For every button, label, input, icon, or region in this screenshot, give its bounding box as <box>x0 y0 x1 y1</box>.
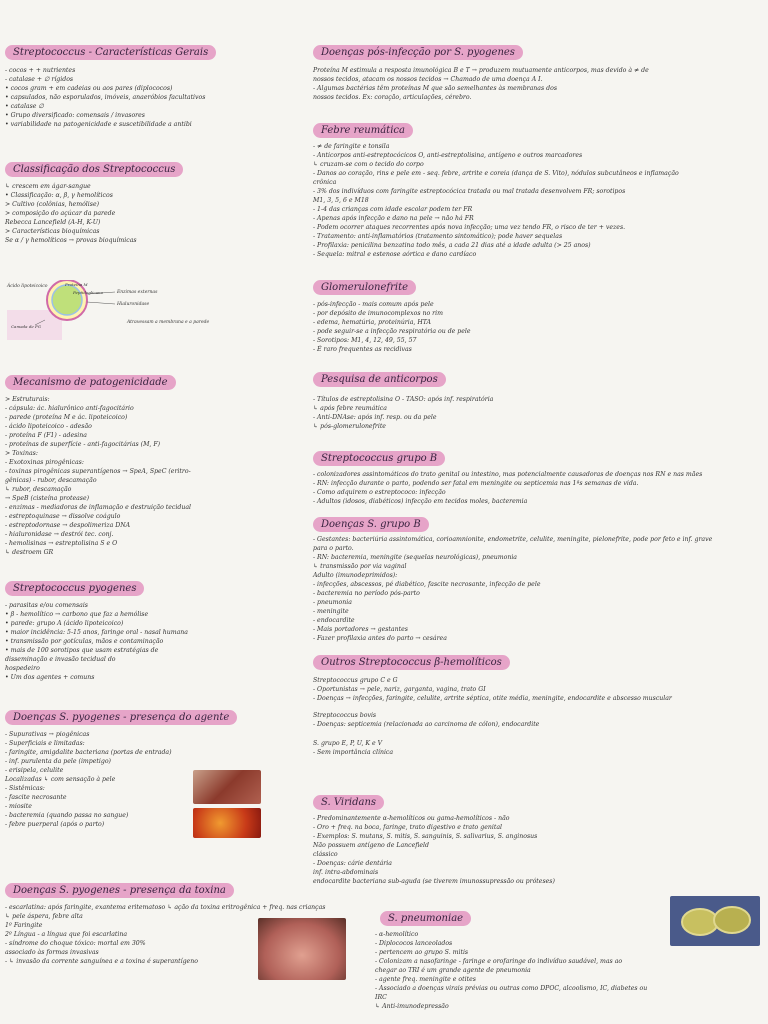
note-line: - Podem ocorrer ataques recorrentes após nova infecção; uma vez tendo FR, o risco de ter + vezes. <box>313 224 626 231</box>
note-line: 2º Língua - a língua que foi escarlatina <box>5 931 128 938</box>
note-line: S. grupo E, P, U, K e V <box>313 740 383 747</box>
note-line: - Exemplos: S. mutans, S. mitis, S. sanguinis, S. salivarius, S. anginosus <box>313 833 538 840</box>
section-title: Doenças S. grupo B <box>313 517 429 532</box>
diagram-label: Enzimas externas <box>117 290 158 295</box>
note-line: - Oro + freq. na boca, faringe, trato digestivo e trato genital <box>313 824 502 831</box>
note-line: - fascite necrosante <box>5 794 67 801</box>
note-line: - síndrome do choque tóxico: mortal em 30% <box>5 940 146 947</box>
note-line: - bacteremia no período pós-parto <box>313 590 420 597</box>
note-line: - ↳ invasão da corrente sanguínea e a toxina é superantígeno <box>5 958 198 965</box>
note-line: - parede (proteína M e ác. lipoteicoico) <box>5 414 128 421</box>
note-line: • variabilidade na patogenicidade e suscetibilidade a antibi <box>5 121 192 128</box>
note-line: Localizadas ↳ com sensação à pele <box>5 776 116 783</box>
note-line: ↳ Anti-imunodepressão <box>375 1003 449 1010</box>
note-line: • maior incidência: 5-15 anos, faringe oral - nasal humana <box>5 629 188 636</box>
note-line: - 1-4 das crianças com idade escolar podem ter FR <box>313 206 473 213</box>
note-line: - Supurativas → piogênicas <box>5 731 90 738</box>
section-title: S. Viridans <box>313 795 384 810</box>
note-line: gênicas) - rubor, descamação <box>5 477 97 484</box>
section-outros-beta <box>313 650 672 757</box>
note-line: - Superficiais e limitadas: <box>5 740 85 747</box>
note-line: - Doenças: cárie dentária <box>313 860 392 867</box>
note-line: • transmissão por gotículas, mãos e contaminação <box>5 638 164 645</box>
note-line: • mais de 100 sorotipos que usam estratégias de <box>5 647 159 654</box>
note-line: inf. intra-abdominais <box>313 869 379 876</box>
note-line: - Danos ao coração, rins e pele em - seq. febre, artrite e coreia (dança de S. Vito), nódulos subcutâneos e inflamação <box>313 170 679 177</box>
note-line: Se α / γ hemolíticos → provas bioquímicas <box>5 237 137 244</box>
scarlet-fever-face-photo <box>258 918 346 980</box>
diagram-label: Proteína M <box>65 282 88 287</box>
note-line: Streptococcus grupo C e G <box>313 677 398 684</box>
section-title: Streptococcus grupo B <box>313 451 445 466</box>
note-line: - Sistêmicas: <box>5 785 45 792</box>
note-line: • catalase ∅ <box>5 103 44 110</box>
note-line: ↳ rubor, descamação <box>5 486 72 493</box>
section-title: S. pneumoniae <box>380 911 471 926</box>
note-line: - pneumonia <box>313 599 352 606</box>
note-line: ↳ após febre reumática <box>313 405 387 412</box>
note-line: - pós-infecção - mais comum após pele <box>313 301 434 308</box>
note-line: • parede: grupo A (ácido lipoteicoico) <box>5 620 124 627</box>
note-line: - proteína F (F1) - adesina <box>5 432 87 439</box>
section-title: Doenças S. pyogenes - presença da toxina <box>5 883 234 898</box>
note-line: - faringite, amigdalite bacteriana (portas de entrada) <box>5 749 172 756</box>
note-line: - Sorotipos: M1, 4, 12, 49, 55, 57 <box>313 337 417 344</box>
section-glomerulonefrite <box>313 275 471 354</box>
note-line: nossos tecidos. Ex: coração, articulações, cérebro. <box>313 94 472 101</box>
note-line: - Fazer profilaxia antes do parto → cesárea <box>313 635 447 642</box>
diagram-label: Ácido lipoteicoico <box>7 284 48 289</box>
note-line: ↳ pós-glomerulonefrite <box>313 423 386 430</box>
section-viridans <box>313 790 555 886</box>
note-line: ↳ destroem GR <box>5 549 54 556</box>
note-line: > Estruturais: <box>5 396 50 403</box>
cell-wall-diagram <box>5 280 245 345</box>
note-line: - Oportunistas → pele, nariz, garganta, vagina, trato GI <box>313 686 486 693</box>
note-line: - cápsula: ác. hialurônico anti-fagocitário <box>5 405 134 412</box>
note-line: - colonizadores assintomáticos do trato genital ou intestino, mas potencialmente causadoras de doenças nos RN e nas mães <box>313 471 703 478</box>
section-title: Pesquisa de anticorpos <box>313 372 446 387</box>
note-line: - Profilaxia: penicilina benzatina todo mês, a cada 21 dias até a idade adulta (> 25 anos) <box>313 242 591 249</box>
note-line: - Anti-DNAse: após inf. resp. ou da pele <box>313 414 437 421</box>
note-line: > Cultivo (colônias, hemólise) <box>5 201 100 208</box>
section-title: Glomerulonefrite <box>313 280 416 295</box>
note-line: - escarlatina: após faringite, exantema eritematoso ↳ ação da toxina eritrogênica + freq. nas crianças <box>5 904 326 911</box>
note-line: M1, 3, 5, 6 e M18 <box>313 197 369 204</box>
section-pos-infeccao <box>313 40 649 102</box>
note-line: - É raro frequentes as recidivas <box>313 346 412 353</box>
diagram-label: Peptidoglicano <box>73 290 104 295</box>
note-line: - ≠ de faringite e tonsila <box>313 143 390 150</box>
note-line: - edema, hematúria, proteinúria, HTA <box>313 319 432 326</box>
skin-infection-photo <box>193 770 261 804</box>
note-line: - febre puerperal (após o parto) <box>5 821 105 828</box>
note-line: - Adultos (idosos, diabéticos) infecção em tecidos moles, bacteremia <box>313 498 528 505</box>
note-line: - Associado a doenças virais prévias ou outras como DPOC, alcoolismo, IC, diabetes ou <box>375 985 648 992</box>
note-line: - estreptoquinase → dissolve coágulo <box>5 513 121 520</box>
necrotizing-fasciitis-photo <box>193 808 261 838</box>
note-line: • Grupo diversificado: comensais / invasores <box>5 112 145 119</box>
note-line: - Colonizam a nasofaringe - faringe e orofaringe do indivíduo saudável, mas ao <box>375 958 623 965</box>
note-line: para o parto. <box>313 545 354 552</box>
section-title: Mecanismo de patogenicidade <box>5 375 176 390</box>
section-pyogenes <box>5 576 188 682</box>
note-line: > composição do açúcar da parede <box>5 210 116 217</box>
note-line: - Títulos de estreptolisina O - TASO: após inf. respiratória <box>313 396 494 403</box>
note-line: Proteína M estimula a resposta imunológica B e T → produzem mutuamente anticorpos, mas devido à ≠ de <box>313 67 649 74</box>
note-line: - Tratamento: anti-inflamatórios (tratamento sintomático); pode haver sequelas <box>313 233 563 240</box>
note-line: - RN: infecção durante o parto, podendo ser fatal em meningite ou septicemia nas 1ªs semanas de vida. <box>313 480 639 487</box>
note-line: - Doenças → infecções, faringite, celulite, artrite séptica, otite média, meningite, endocardite e abscesso muscular <box>313 695 672 702</box>
note-line: ↳ cruzam-se com o tecido do corpo <box>313 161 424 168</box>
note-line: • cocos gram + em cadeias ou aos pares (diplococos) <box>5 85 173 92</box>
note-line: - catalase + ∅ rígidos <box>5 76 74 83</box>
diagram-label: Camada de PG <box>11 324 41 329</box>
note-line: • capsulados, não esporulados, imóveis, anaeróbios facultativos <box>5 94 206 101</box>
note-line: - enzimas - mediadoras de inflamação e destruição tecidual <box>5 504 191 511</box>
note-line: chegar ao TRI é um grande agente de pneumonia <box>375 967 531 974</box>
note-line: - hialuronidase → destrói tec. conj. <box>5 531 114 538</box>
section-caracteristicas <box>5 40 216 129</box>
note-line: - por depósito de imunocomplexos no rim <box>313 310 443 317</box>
note-line: ↳ crescem em ágar-sangue <box>5 183 91 190</box>
section-title: Febre reumática <box>313 123 413 138</box>
note-line: - Exotoxinas pirogênicas: <box>5 459 84 466</box>
diagram-label: Atravessam a membrana e a parede <box>127 320 210 325</box>
note-line: • Classificação: α, β, γ hemolíticos <box>5 192 113 199</box>
note-line: - Algumas bactérias têm proteínas M que são semelhantes às membranas dos <box>313 85 557 92</box>
note-line: crônica <box>313 179 337 186</box>
note-line: disseminação e invasão tecidual do <box>5 656 116 663</box>
note-line: IRC <box>375 994 387 1001</box>
section-pneumoniae <box>375 906 648 1011</box>
note-line: - estreptodornase → despolimeriza DNA <box>5 522 131 529</box>
section-title: Doenças pós-infecção por S. pyogenes <box>313 45 523 60</box>
section-patogenicidade <box>5 370 191 557</box>
note-line: • β - hemolítico → carbono que faz a hemólise <box>5 611 149 618</box>
note-line: - RN: bacteremia, meningite (sequelas neurológicas), pneumonia <box>313 554 517 561</box>
section-classificacao <box>5 157 183 245</box>
note-line: - Apenas após infecção e dano na pele → não há FR <box>313 215 474 222</box>
note-line: - Sequela: mitral e estenose aórtica e dano cardíaco <box>313 251 477 258</box>
note-line: - ácido lipoteicoico - adesão <box>5 423 92 430</box>
note-line: • Um dos agentes + comuns <box>5 674 95 681</box>
note-line: ↳ pele áspera, febre alta <box>5 913 83 920</box>
section-title: Streptococcus pyogenes <box>5 581 144 596</box>
section-title: Doenças S. pyogenes - presença do agente <box>5 710 237 725</box>
note-line: 1º Faringite <box>5 922 43 929</box>
note-line: - Diplococos lanceolados <box>375 940 453 947</box>
note-line: - meningite <box>313 608 349 615</box>
note-line: - bacteremia (quando passa no sangue) <box>5 812 129 819</box>
note-line: nossos tecidos, atacam os nossos tecidos → Chamado de uma doença A I. <box>313 76 543 83</box>
note-line: - miosite <box>5 803 32 810</box>
note-line: - inf. purulenta da pele (impetigo) <box>5 758 111 765</box>
note-line: - infecções, abscessos, pé diabético, fascite necrosante, infecção de pele <box>313 581 541 588</box>
note-line: ↳ transmissão por via vaginal <box>313 563 407 570</box>
note-line: Streptococcus bovis <box>313 712 377 719</box>
note-line: > Características bioquímicas <box>5 228 100 235</box>
section-title: Classificação dos Streptococcus <box>5 162 183 177</box>
note-line: - proteínas de superfície - anti-fagocitárias (M, F) <box>5 441 161 448</box>
note-line: endocardite bacteriana sub-aguda (se tiverem imunossupressão ou próteses) <box>313 878 555 885</box>
section-febre-reumatica <box>313 118 679 259</box>
section-grupo-b <box>313 446 702 506</box>
section-title: Streptococcus - Características Gerais <box>5 45 216 60</box>
note-line: hospedeiro <box>5 665 40 672</box>
note-line: - agente freq. meningite e otites <box>375 976 476 983</box>
note-line: - pertencem ao grupo S. mitis <box>375 949 469 956</box>
section-doencas-grupo-b <box>313 512 712 643</box>
note-line: - Predominantemente α-hemolíticos ou gama-hemolíticos - não <box>313 815 510 822</box>
note-line: - Sem importância clínica <box>313 749 394 756</box>
section-anticorpos <box>313 367 493 431</box>
note-line: - pode seguir-se a infecção respiratória ou de pele <box>313 328 471 335</box>
note-line: Rebecca Lancefield (A-H, K-U) <box>5 219 101 226</box>
note-line: - toxinas pirogênicas superantígenos → SpeA, SpeC (eritro- <box>5 468 191 475</box>
note-line: clássico <box>313 851 338 858</box>
note-line: - Doenças: septicemia (relacionada ao carcinoma de cólon), endocardite <box>313 721 540 728</box>
note-line: - α-hemolítico <box>375 931 419 938</box>
diagram-label: Hialuronidase <box>117 302 150 307</box>
note-line: - Mais portadores → gestantes <box>313 626 408 633</box>
note-line: - Anticorpos anti-estreptocócicos O, anti-estreptolisina, antígeno e outros marcadores <box>313 152 583 159</box>
note-line: - 3% dos indivíduos com faringite estreptocócica tratada ou mal tratada desenvolvem FR; sorotipos <box>313 188 626 195</box>
note-line: → SpeB (cisteína protease) <box>5 495 90 502</box>
note-line: associado às formas invasivas <box>5 949 99 956</box>
note-line: Não possuem antígeno de Lancefield <box>313 842 429 849</box>
note-line: - parasitas e/ou comensais <box>5 602 88 609</box>
note-line: - endocardite <box>313 617 355 624</box>
note-line: > Toxinas: <box>5 450 38 457</box>
note-line: - Gestantes: bacteriúria assintomática, corioamnionite, endometrite, celulite, meningite, pielonefrite, pode por feto e inf. grave <box>313 536 713 543</box>
note-line: - hemolisinas → estreptolisina S e O <box>5 540 118 547</box>
pneumoniae-micrograph <box>670 896 760 946</box>
note-line: - Como adquirem o estreptococo: infecção <box>313 489 446 496</box>
note-line: - erisipela, celulite <box>5 767 64 774</box>
note-line: Adulto (imunodeprimidos): <box>313 572 398 579</box>
note-line: - cocos + + nutrientes <box>5 67 76 74</box>
section-title: Outros Streptococcus β-hemolíticos <box>313 655 510 670</box>
